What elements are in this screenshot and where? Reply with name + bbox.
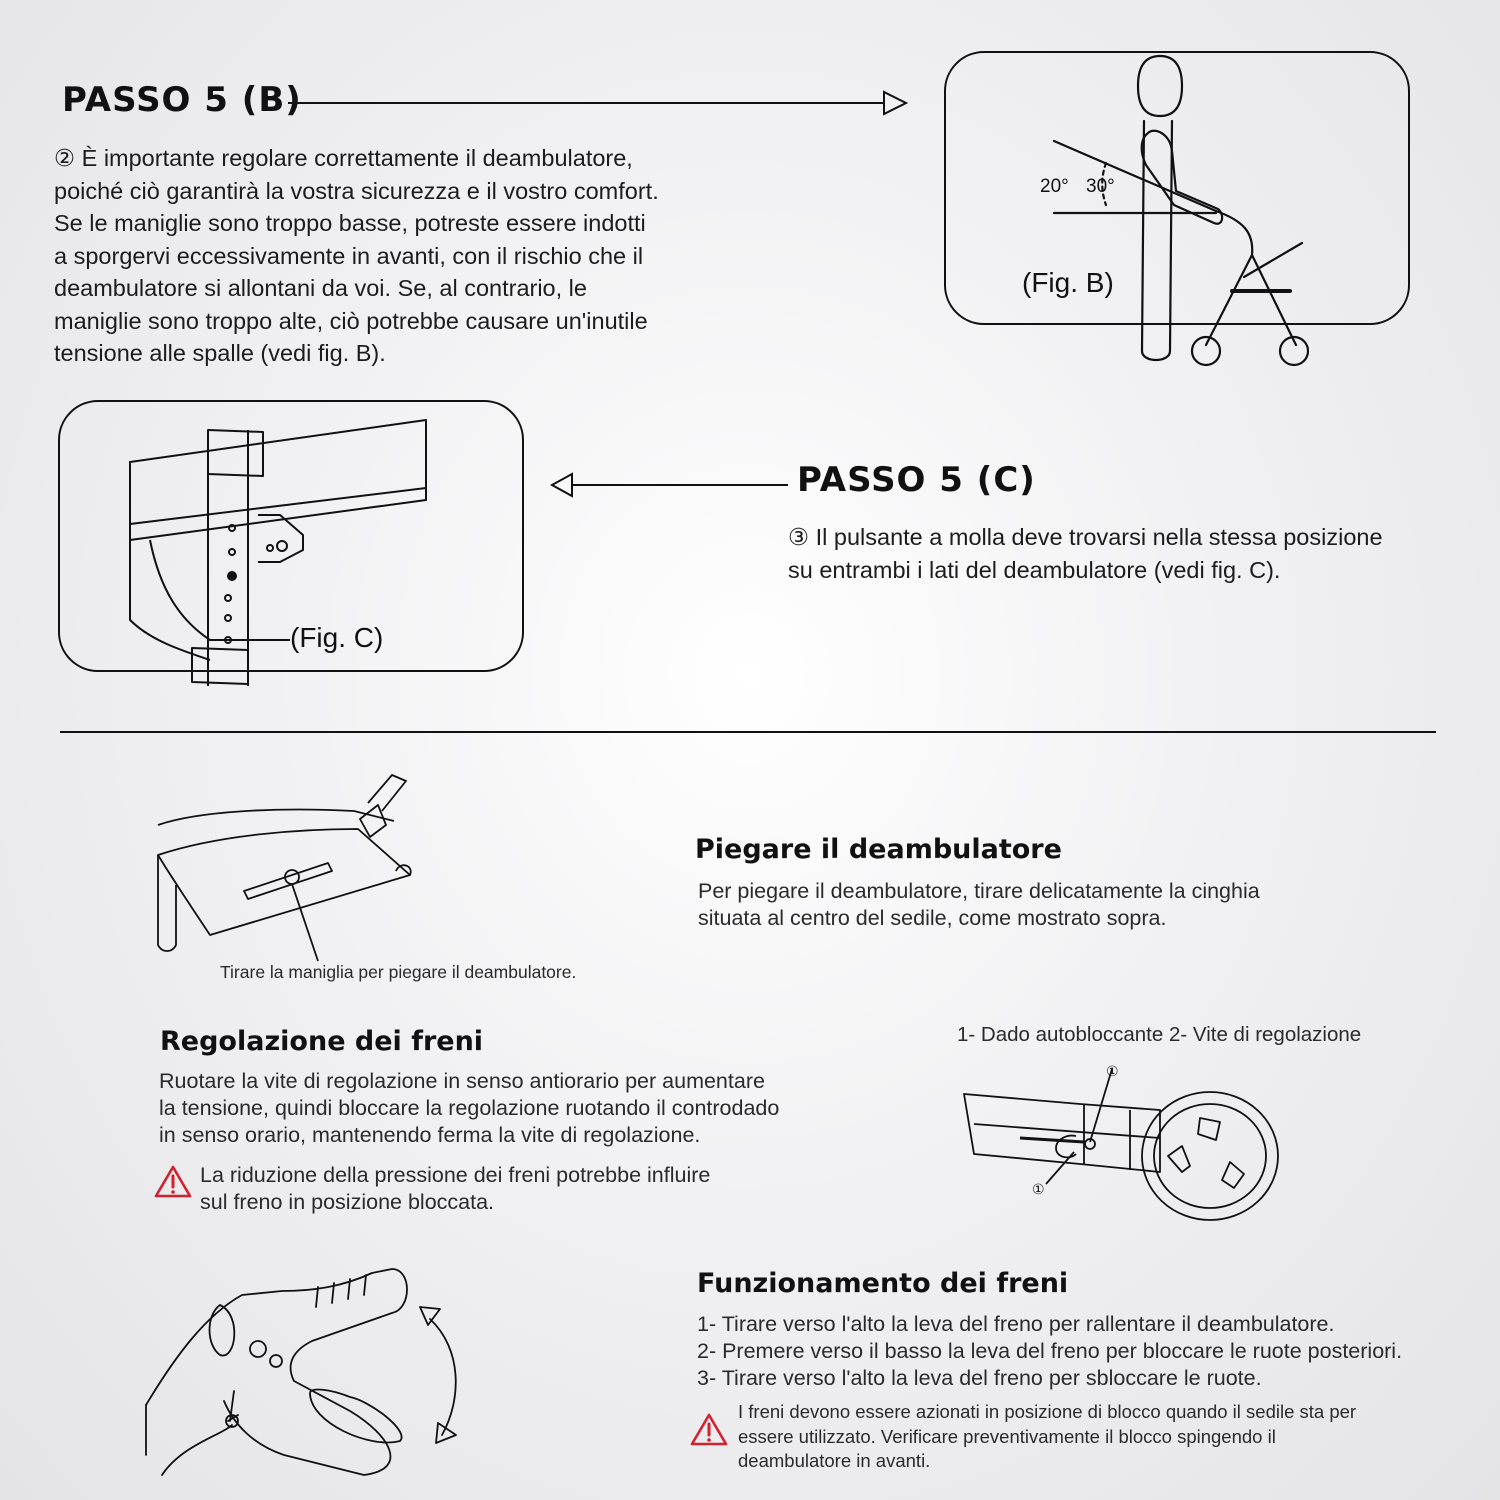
step-c-line-2: su entrambi i lati del deambulatore (vedi fig. C). (788, 556, 1281, 583)
step-c-text (788, 521, 1468, 586)
brake-adjust-line-1: Ruotare la vite di regolazione in senso antiorario per aumentare (159, 1069, 765, 1093)
brake-adjust-warning (200, 1162, 820, 1216)
brake-adjust-line-3: in senso orario, mantenendo ferma la vite di regolazione. (159, 1123, 701, 1147)
angle-20-label: 20° (1040, 176, 1069, 197)
brake-adjust-warning-line-2: sul freno in posizione bloccata. (200, 1190, 495, 1214)
figure-c-illustration (58, 400, 520, 700)
fold-title: Piegare il deambulatore (695, 834, 1062, 865)
fold-text (698, 878, 1418, 932)
fold-line-2: situata al centro del sedile, come mostrato sopra. (698, 906, 1167, 930)
figure-b-illustration (944, 51, 1406, 381)
warning-icon (690, 1412, 728, 1446)
brake-diagram-caption: 1- Dado autobloccante 2- Vite di regolazione (957, 1023, 1362, 1046)
brake-operation-step-1: 1- Tirare verso l'alto la leva del freno per rallentare il deambulatore. (697, 1312, 1335, 1336)
angle-30-label: 30° (1086, 176, 1115, 197)
step-b-arrow (288, 90, 908, 116)
fold-illustration (150, 775, 430, 975)
brake-adjust-warning-line-1: La riduzione della pressione dei freni potrebbe influire (200, 1163, 711, 1187)
warning-icon (154, 1164, 192, 1198)
step-b-title: PASSO 5 (B) (62, 80, 302, 120)
step-c-arrow (550, 472, 790, 498)
step-b-line-2: poiché ciò garantirà la vostra sicurezza e il vostro comfort. (54, 177, 659, 204)
brake-operation-steps (697, 1311, 1457, 1392)
brake-adjust-text (159, 1068, 859, 1149)
brake-adjust-line-2: la tensione, quindi bloccare la regolazione ruotando il controdado (159, 1096, 780, 1120)
step-b-line-5: deambulatore si allontani da voi. Se, al contrario, le (54, 275, 587, 301)
brake-lever-illustration (140, 1265, 480, 1480)
section-divider (60, 731, 1436, 733)
brake-operation-title: Funzionamento dei freni (697, 1268, 1069, 1299)
step-b-marker: ② (54, 145, 76, 171)
step-b-line-6: maniglie sono troppo alte, ciò potrebbe causare un'inutile (54, 307, 648, 334)
callout-marker-top: ① (1106, 1064, 1119, 1080)
fold-caption: Tirare la maniglia per piegare il deambulatore. (220, 962, 577, 982)
brake-operation-step-2: 2- Premere verso il basso la leva del freno per bloccare le ruote posteriori. (697, 1339, 1403, 1363)
fold-line-1: Per piegare il deambulatore, tirare delicatamente la cinghia (698, 879, 1260, 903)
step-c-marker: ③ (788, 524, 810, 550)
brake-adjust-illustration (960, 1060, 1290, 1225)
brake-adjust-title: Regolazione dei freni (160, 1026, 484, 1057)
callout-marker-bottom: ① (1032, 1182, 1045, 1198)
brake-operation-warning-line-2: essere utilizzato. Verificare preventivamente il blocco spingendo il (738, 1425, 1276, 1447)
brake-operation-warning-line-3: deambulatore in avanti. (738, 1450, 931, 1471)
figure-b-label: (Fig. B) (1022, 267, 1114, 298)
brake-operation-warning (738, 1400, 1458, 1474)
step-b-line-1: ② È importante regolare correttamente il deambulatore, (54, 145, 633, 171)
step-b-line-7: tensione alle spalle (vedi fig. B). (54, 340, 386, 366)
step-b-line-4: a sporgervi eccessivamente in avanti, con il rischio che il (54, 242, 644, 269)
brake-operation-step-3: 3- Tirare verso l'alto la leva del freno per sbloccare le ruote. (697, 1366, 1262, 1390)
step-c-line-1: ③ Il pulsante a molla deve trovarsi nella stessa posizione (788, 524, 1383, 550)
step-c-title: PASSO 5 (C) (797, 460, 1036, 500)
step-b-line-3: Se le maniglie sono troppo basse, potreste essere indotti (54, 210, 646, 236)
step-b-text (54, 142, 734, 370)
figure-c-label: (Fig. C) (290, 622, 384, 653)
brake-operation-warning-line-1: I freni devono essere azionati in posizione di blocco quando il sedile sta per (738, 1401, 1357, 1422)
